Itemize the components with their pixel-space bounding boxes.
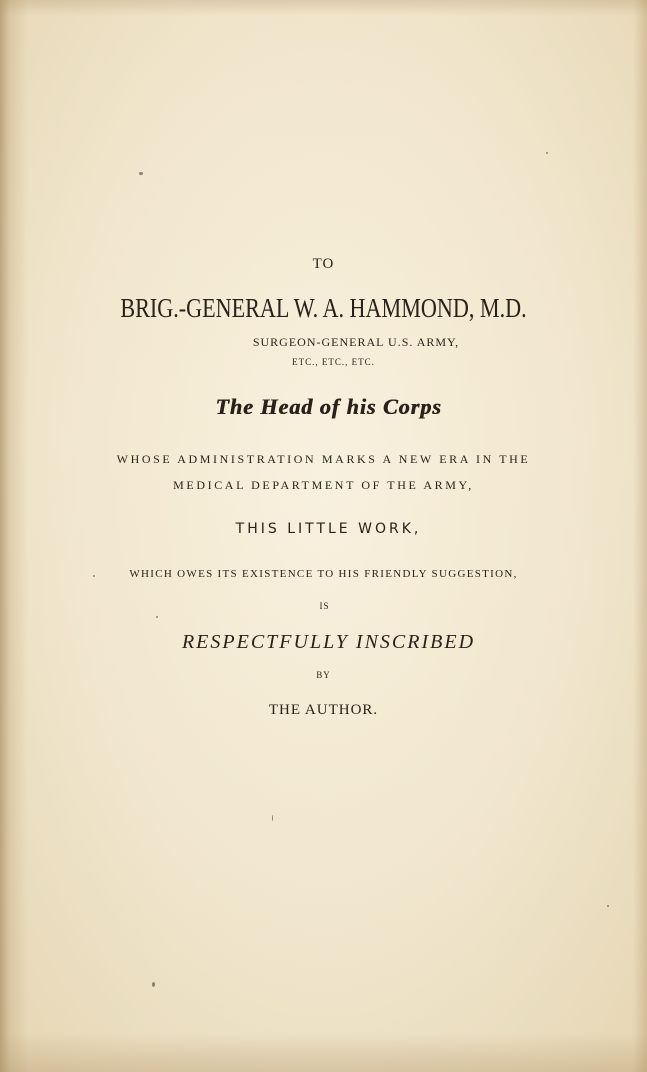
paper-speck <box>546 152 548 154</box>
page-edge-top <box>0 0 647 16</box>
paper-speck <box>156 616 158 618</box>
dedicatee-title: SURGEON-GENERAL U.S. ARMY, <box>252 335 460 349</box>
work-line: THIS LITTLE WORK, <box>235 521 422 537</box>
dedicatee-title-etc: ETC., ETC., ETC. <box>292 357 375 367</box>
dedication-text-line: WHICH OWES ITS EXISTENCE TO HIS FRIENDLY SUGGESTION, <box>129 568 518 580</box>
dedication-text-line: WHOSE ADMINISTRATION MARKS A NEW ERA IN THE <box>116 452 531 466</box>
dedication-is: IS <box>319 601 330 611</box>
dedication-by: BY <box>316 670 331 680</box>
dedicatee-epithet: The Head of his Corps <box>215 394 442 419</box>
dedication-to: TO <box>312 256 335 272</box>
author-signature: THE AUTHOR. <box>268 702 379 718</box>
paper-speck <box>139 172 143 175</box>
paper-speck <box>272 815 273 821</box>
respectfully-inscribed: RESPECTFULLY INSCRIBED <box>181 631 476 653</box>
paper-speck <box>607 905 609 907</box>
dedicatee-name: BRIG.-GENERAL W. A. HAMMOND, M.D. <box>120 293 527 323</box>
paper-speck <box>152 982 155 987</box>
page-edge-bottom <box>0 1032 647 1072</box>
dedication-text-line: MEDICAL DEPARTMENT OF THE ARMY, <box>173 478 474 492</box>
